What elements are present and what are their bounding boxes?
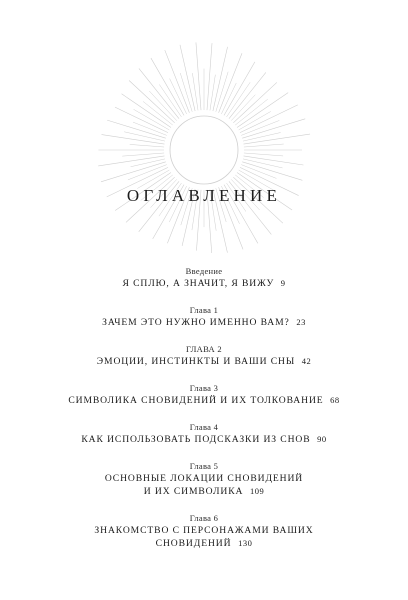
chapter-title-text: ЗНАКОМСТВО С ПЕРСОНАЖАМИ ВАШИХ <box>94 525 314 536</box>
chapter-title-line <box>0 537 408 550</box>
page-number: 9 <box>280 278 286 288</box>
chapter-title-line <box>0 394 408 407</box>
page-number: 109 <box>250 486 265 496</box>
sun-ray <box>243 132 281 141</box>
page-number: 90 <box>317 434 327 444</box>
sun-ray <box>243 159 283 168</box>
sun-burst-icon <box>0 0 408 260</box>
sun-ray <box>227 82 251 117</box>
chapter-title-line <box>0 485 408 498</box>
sun-ray <box>124 132 165 141</box>
chapter-title-text: СНОВИДЕНИЙ <box>155 538 232 549</box>
sun-ray <box>213 47 228 111</box>
sun-ray <box>237 93 288 128</box>
chapter-title-line <box>0 472 408 485</box>
toc-entry <box>0 422 408 446</box>
page-number: 42 <box>301 356 312 366</box>
sun-ray <box>242 119 305 138</box>
chapter-title-line <box>0 316 408 329</box>
sun-ray <box>219 53 242 113</box>
sun-ray <box>102 135 165 144</box>
page-number: 130 <box>238 538 253 548</box>
sun-ray <box>244 134 310 144</box>
page-title: ОГЛАВЛЕНИЕ <box>126 186 282 205</box>
chapter-title-text: ОСНОВНЫЕ ЛОКАЦИИ СНОВИДЕНИЙ <box>104 473 304 484</box>
chapter-title-text: Я СПЛЮ, А ЗНАЧИТ, Я ВИЖУ <box>122 278 275 289</box>
toc-entry <box>0 383 408 407</box>
sun-circle <box>170 116 238 184</box>
chapter-label: Глава 4 <box>189 422 219 432</box>
toc-entry <box>0 305 408 329</box>
chapter-label: Глава 1 <box>189 305 219 315</box>
chapter-title-line <box>0 433 408 446</box>
page-number: 23 <box>296 317 306 327</box>
sun-ray <box>130 144 164 147</box>
toc-entry <box>0 513 408 550</box>
chapter-title-text: СИМВОЛИКА СНОВИДЕНИЙ И ИХ ТОЛКОВАНИЕ <box>68 395 324 406</box>
sun-ray <box>240 105 298 133</box>
sun-ray <box>180 73 192 112</box>
sun-ray <box>239 111 271 130</box>
sun-ray <box>244 156 304 165</box>
sun-ray <box>244 153 283 156</box>
toc-entry <box>0 461 408 498</box>
sun-ray <box>192 73 198 110</box>
sun-ray <box>159 84 181 117</box>
chapter-title-line <box>0 355 408 368</box>
chapter-title-text: И ИХ СИМВОЛИКА <box>143 486 244 497</box>
sun-ray <box>134 109 170 130</box>
toc-entry <box>0 266 408 290</box>
sun-ray <box>216 72 228 112</box>
chapter-title-line <box>0 524 408 537</box>
chapter-label: Введение <box>185 266 223 276</box>
chapter-label: Глава 6 <box>189 513 219 523</box>
toc-entry <box>0 344 408 368</box>
sun-ray <box>139 68 179 118</box>
sun-ray <box>101 162 166 182</box>
sun-ray <box>207 43 212 110</box>
sun-ray <box>231 95 255 121</box>
sun-ray <box>180 45 195 111</box>
sun-ray <box>235 99 268 125</box>
chapter-title-line <box>0 277 408 290</box>
chapter-title-text: ЗАЧЕМ ЭТО НУЖНО ИМЕННО ВАМ? <box>102 317 290 328</box>
sun-ray <box>98 156 164 166</box>
page-number: 68 <box>330 395 340 405</box>
sun-ray <box>244 144 284 147</box>
chapter-label: ГЛАВА 2 <box>186 344 222 354</box>
chapter-label: Глава 3 <box>189 383 219 393</box>
chapter-title-text: ЭМОЦИИ, ИНСТИНКТЫ И ВАШИ СНЫ <box>96 356 296 367</box>
sun-ray <box>122 153 164 156</box>
chapter-label: Глава 5 <box>189 461 219 471</box>
table-of-contents <box>0 266 408 565</box>
chapter-title-text: КАК ИСПОЛЬЗОВАТЬ ПОДСКАЗКИ ИЗ СНОВ <box>81 434 311 445</box>
